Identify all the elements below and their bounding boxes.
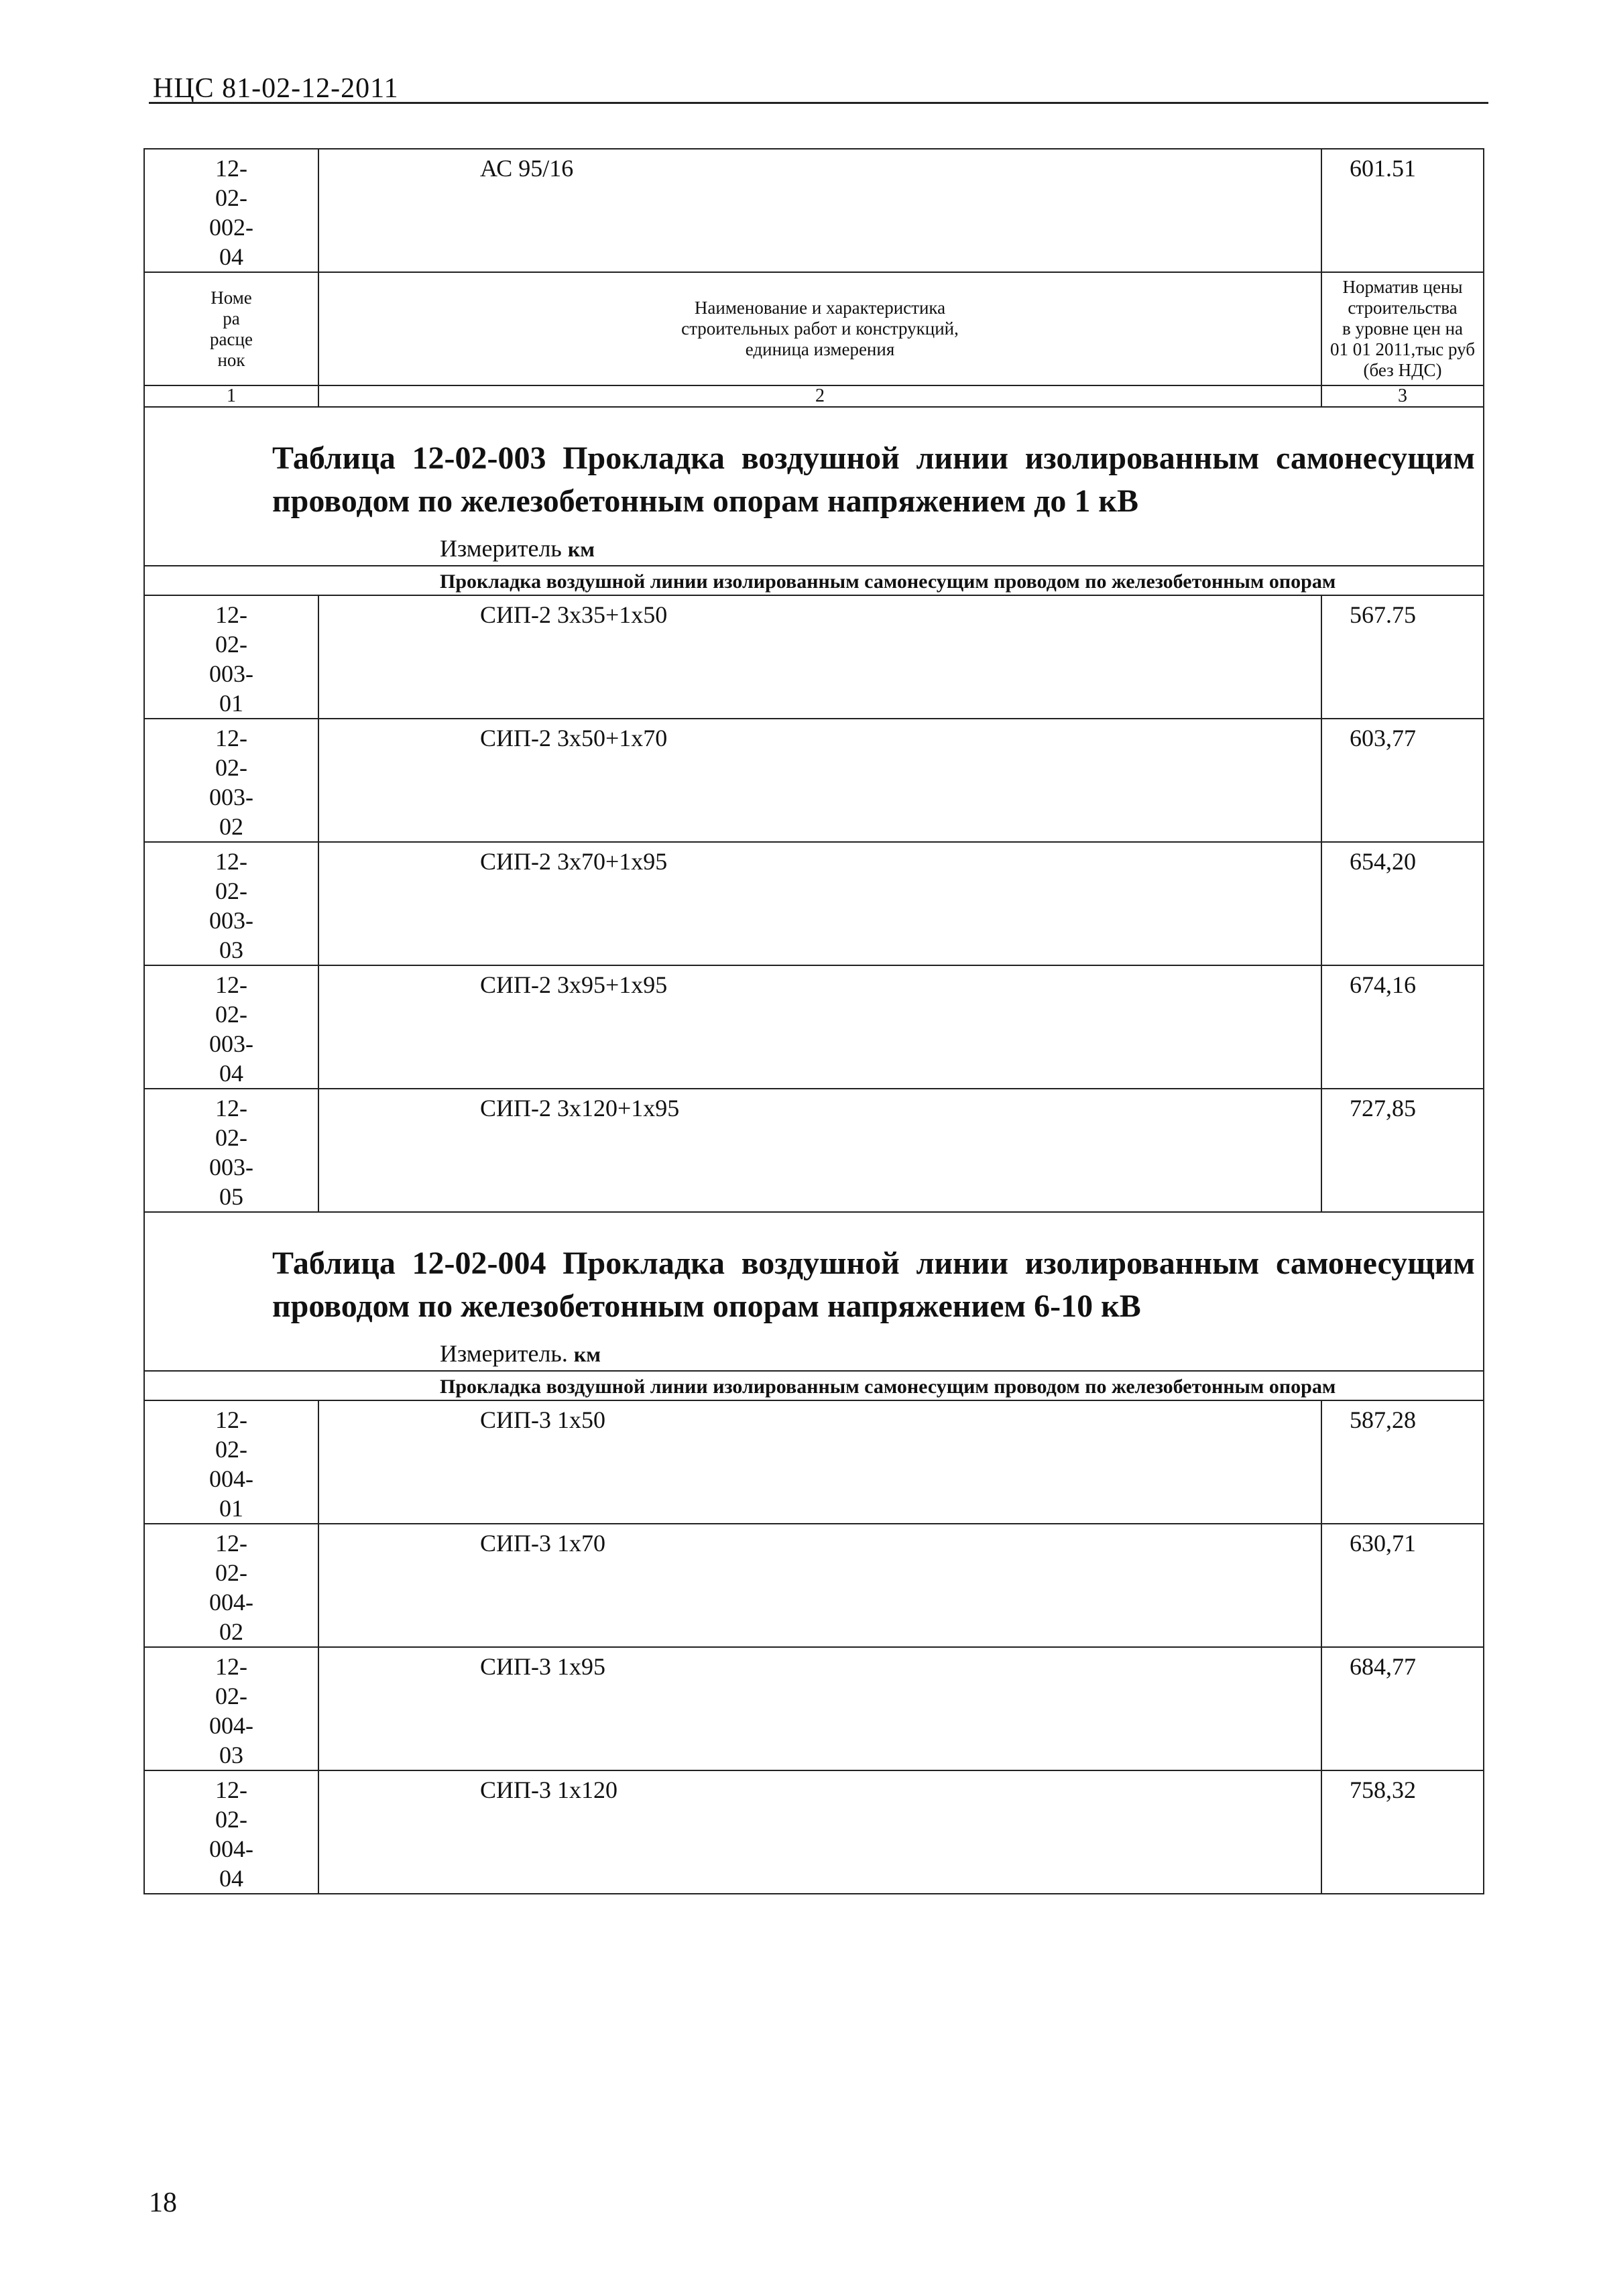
rates-table xyxy=(143,565,1484,1213)
work-name: СИП-2 3х35+1х50 xyxy=(318,595,1321,719)
rate-code: 12- 02- 003- 03 xyxy=(144,842,318,965)
price-value: 567.75 xyxy=(1321,595,1484,719)
table-title: Таблица 12-02-003 Прокладка воздушной линии изолированным самонесущим проводом по железобетонным опорам напряжением до 1 кВ xyxy=(272,440,1475,519)
table-title: Таблица 12-02-004 Прокладка воздушной линии изолированным самонесущим проводом по железобетонным опорам напряжением 6-10 кВ xyxy=(272,1246,1475,1324)
rate-code: 12- 02- 003- 01 xyxy=(144,595,318,719)
section-title: Прокладка воздушной линии изолированным самонесущим проводом по железобетонным опорам xyxy=(144,1371,1484,1400)
table-row xyxy=(144,842,1484,965)
unit-of-measure xyxy=(145,1340,1483,1370)
table-row xyxy=(144,1400,1484,1524)
unit-of-measure xyxy=(145,535,1483,565)
work-name: СИП-2 3х50+1х70 xyxy=(318,719,1321,842)
rate-code: 12- 02- 004- 03 xyxy=(144,1647,318,1770)
price-value: 587,28 xyxy=(1321,1400,1484,1524)
header-rule xyxy=(149,102,1488,104)
work-name: СИП-3 1х120 xyxy=(318,1770,1321,1894)
column-number: 3 xyxy=(1321,385,1484,407)
table-row xyxy=(144,1770,1484,1894)
work-name: СИП-3 1х95 xyxy=(318,1647,1321,1770)
work-name: СИП-2 3х70+1х95 xyxy=(318,842,1321,965)
rates-table xyxy=(143,1370,1484,1894)
column-header-price: Норматив цены строительства в уровне цен на 01 01 2011,тыс руб (без НДС) xyxy=(1321,272,1484,385)
column-number-row xyxy=(144,385,1484,407)
header-table xyxy=(143,148,1484,408)
work-name: СИП-3 1х70 xyxy=(318,1524,1321,1647)
rate-code: 12- 02- 004- 01 xyxy=(144,1400,318,1524)
rate-code: 12- 02- 002- 04 xyxy=(144,149,318,272)
table-row xyxy=(144,1089,1484,1212)
rate-code: 12- 02- 004- 04 xyxy=(144,1770,318,1894)
page-number: 18 xyxy=(149,2187,177,2218)
column-number: 2 xyxy=(318,385,1321,407)
rate-code: 12- 02- 003- 02 xyxy=(144,719,318,842)
section-row xyxy=(144,566,1484,595)
table-title-block xyxy=(143,408,1484,565)
column-header-name: Наименование и характеристика строительных работ и конструкций, единица измерения xyxy=(318,272,1321,385)
price-value: 758,32 xyxy=(1321,1770,1484,1894)
section-row xyxy=(144,1371,1484,1400)
document-body xyxy=(143,148,1484,1894)
column-number: 1 xyxy=(144,385,318,407)
rate-code: 12- 02- 003- 04 xyxy=(144,965,318,1089)
document-code: НЦС 81-02-12-2011 xyxy=(153,73,399,104)
unit-value: км xyxy=(573,1342,601,1366)
work-name: АС 95/16 xyxy=(318,149,1321,272)
unit-value: км xyxy=(567,537,595,561)
rate-code: 12- 02- 003- 05 xyxy=(144,1089,318,1212)
table-title-block xyxy=(143,1213,1484,1370)
price-value: 603,77 xyxy=(1321,719,1484,842)
table-row xyxy=(144,1524,1484,1647)
rate-code: 12- 02- 004- 02 xyxy=(144,1524,318,1647)
section-title: Прокладка воздушной линии изолированным самонесущим проводом по железобетонным опорам xyxy=(144,566,1484,595)
table-row xyxy=(144,719,1484,842)
table-row xyxy=(144,149,1484,272)
price-value: 630,71 xyxy=(1321,1524,1484,1647)
price-value: 684,77 xyxy=(1321,1647,1484,1770)
work-name: СИП-2 3х120+1х95 xyxy=(318,1089,1321,1212)
unit-label: Измеритель xyxy=(440,535,562,562)
table-row xyxy=(144,965,1484,1089)
price-value: 654,20 xyxy=(1321,842,1484,965)
price-value: 601.51 xyxy=(1321,149,1484,272)
unit-label: Измеритель. xyxy=(440,1340,568,1367)
table-row xyxy=(144,1647,1484,1770)
price-value: 727,85 xyxy=(1321,1089,1484,1212)
table-row xyxy=(144,595,1484,719)
column-header-code: Номе ра расце нок xyxy=(144,272,318,385)
work-name: СИП-3 1х50 xyxy=(318,1400,1321,1524)
column-header-row xyxy=(144,272,1484,385)
work-name: СИП-2 3х95+1х95 xyxy=(318,965,1321,1089)
price-value: 674,16 xyxy=(1321,965,1484,1089)
